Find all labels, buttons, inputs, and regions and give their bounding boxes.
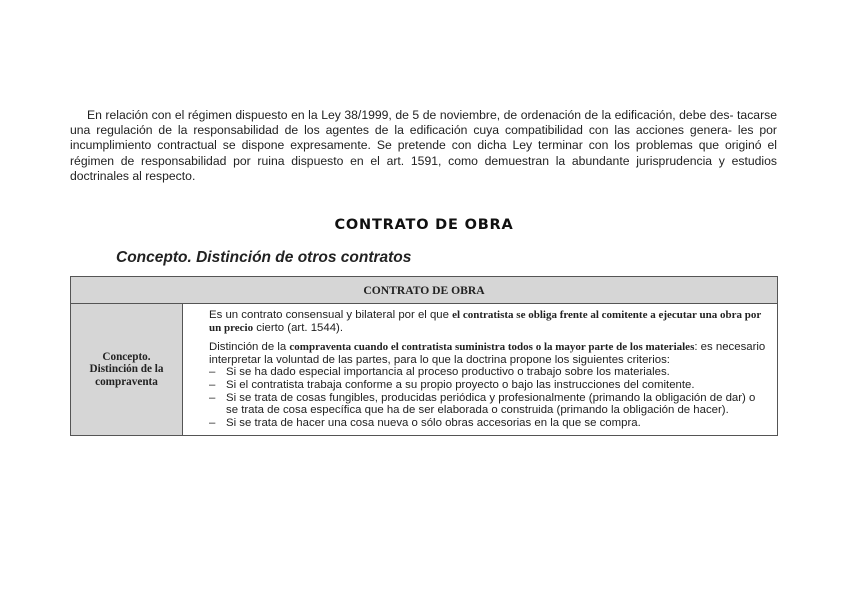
row-label-line: compraventa [95, 375, 158, 388]
criterion-text: Si el contratista trabaja conforme a su propio proyecto o bajo las instrucciones del comitente. [226, 378, 695, 391]
row-label-line: Concepto. [102, 350, 151, 363]
criteria-list [209, 366, 769, 429]
dash-bullet: – [209, 391, 216, 404]
row-label [71, 304, 183, 436]
distinction-bold: compraventa cuando el contratista suministra todos o la mayor parte de los materiales [289, 341, 695, 354]
list-item [209, 392, 769, 417]
list-item [209, 366, 769, 379]
table-row [71, 304, 778, 436]
subtitle: Concepto. Distinción de otros contratos [116, 249, 412, 266]
criterion-text: Si se trata de hacer una cosa nueva o sólo obras accesorias en la que se compra. [226, 416, 641, 429]
distinction-pre: Distinción de la [209, 341, 290, 354]
list-item [209, 379, 769, 392]
criterion-text: Si se ha dado especial importancia al proceso productivo o trabajo sobre los materiales. [226, 366, 670, 379]
dash-bullet: – [209, 378, 216, 391]
row-content [183, 304, 778, 436]
dash-bullet: – [209, 366, 216, 379]
list-item [209, 417, 769, 430]
definition-text [209, 309, 769, 334]
intro-paragraph: En relación con el régimen dispuesto en la Ley 38/1999, de 5 de noviembre, de ordenación de la edificación, debe des- tacarse una regulación de la responsabilidad de los agentes de la edificación cuya compatibilidad con las acciones genera- les por incumplimiento contractual se dispone expresamente. Se pretende con dicha Ley terminar con los problemas que originó el régimen de responsabilidad por ruina dispuesto en el art. 1591, como demuestran la abundante jurisprudencia y estudios doctrinales al respecto. [70, 108, 777, 183]
row-label-line: Distinción de la [89, 363, 164, 376]
definition-bold: el contratista se obliga frente al comitente a ejecutar una obra por un precio [209, 309, 762, 334]
dash-bullet: – [209, 416, 216, 429]
distinction-post: : es necesario interpretar la voluntad de las partes, para lo que la doctrina propone los siguientes criterios: [209, 341, 766, 366]
definition-post: cierto (art. 1544). [253, 321, 344, 334]
distinction-text [209, 341, 769, 366]
table-header: CONTRATO DE OBRA [71, 277, 778, 304]
section-title: CONTRATO DE OBRA [334, 217, 514, 233]
criterion-text: Si se trata de cosas fungibles, producidas periódica y profesionalmente (primando la obligación de dar) o se trata de cosa específica que ha de ser elaborada o construida (primando la obligación de hacer). [226, 391, 756, 417]
definition-pre: Es un contrato consensual y bilateral por el que [209, 309, 453, 321]
contract-table [70, 276, 778, 436]
table-header-row [71, 277, 778, 304]
